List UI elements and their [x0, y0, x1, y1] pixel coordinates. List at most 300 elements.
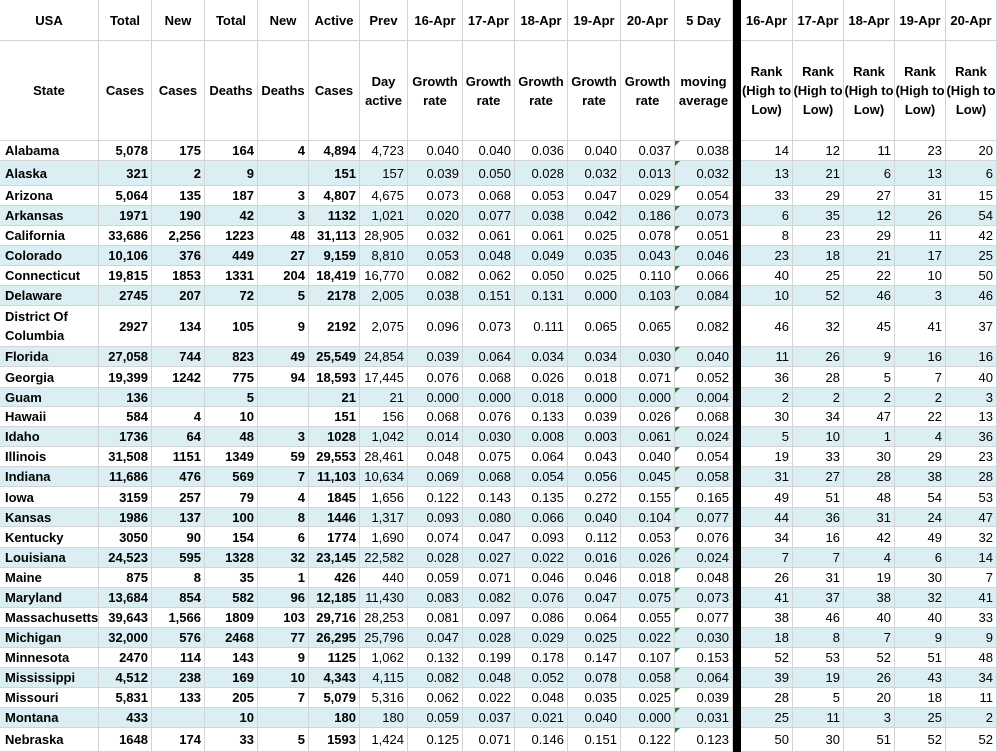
data-cell-col-8[interactable]: 0.048 [463, 668, 515, 688]
data-cell-col-3[interactable]: 100 [205, 508, 258, 527]
data-cell-col-5[interactable]: 1028 [309, 427, 360, 447]
data-cell-col-12[interactable]: 0.038 [675, 141, 733, 161]
data-cell-col-4[interactable]: 49 [258, 347, 309, 367]
data-cell-col-11[interactable]: 0.025 [621, 688, 675, 708]
header-cell-col-5[interactable]: Active [309, 0, 360, 41]
data-cell-col-7[interactable]: 0.062 [408, 688, 463, 708]
data-cell-col-15[interactable]: 4 [844, 548, 895, 568]
data-cell-col-8[interactable]: 0.077 [463, 206, 515, 226]
data-cell-col-4[interactable] [258, 708, 309, 728]
data-cell-col-2[interactable]: 137 [152, 508, 205, 527]
data-cell-col-16[interactable]: 32 [895, 588, 946, 608]
data-cell-col-1[interactable]: 1736 [99, 427, 152, 447]
data-cell-col-7[interactable]: 0.132 [408, 648, 463, 668]
data-cell-col-2[interactable]: 175 [152, 141, 205, 161]
data-cell-col-1[interactable]: 3159 [99, 487, 152, 508]
data-cell-col-17[interactable]: 33 [946, 608, 997, 628]
data-cell-col-13[interactable]: 19 [741, 447, 793, 467]
data-cell-col-8[interactable]: 0.068 [463, 367, 515, 388]
data-cell-col-9[interactable]: 0.034 [515, 347, 568, 367]
data-cell-col-13[interactable]: 41 [741, 588, 793, 608]
state-name-cell[interactable]: Maine [0, 568, 99, 588]
data-cell-col-17[interactable]: 42 [946, 226, 997, 246]
data-cell-col-8[interactable]: 0.076 [463, 407, 515, 427]
data-cell-col-15[interactable]: 2 [844, 388, 895, 407]
data-cell-col-2[interactable]: 8 [152, 568, 205, 588]
state-name-cell[interactable]: Illinois [0, 447, 99, 467]
data-cell-col-17[interactable]: 50 [946, 266, 997, 286]
data-cell-col-5[interactable]: 11,103 [309, 467, 360, 487]
data-cell-col-13[interactable]: 11 [741, 347, 793, 367]
data-cell-col-13[interactable]: 2 [741, 388, 793, 407]
data-cell-col-15[interactable]: 6 [844, 161, 895, 186]
data-cell-col-9[interactable]: 0.052 [515, 668, 568, 688]
data-cell-col-9[interactable]: 0.050 [515, 266, 568, 286]
data-cell-col-13[interactable]: 6 [741, 206, 793, 226]
header-cell-col-10[interactable]: 19-Apr [568, 0, 621, 41]
data-cell-col-4[interactable]: 59 [258, 447, 309, 467]
data-cell-col-12[interactable]: 0.123 [675, 728, 733, 752]
data-cell-col-5[interactable]: 29,716 [309, 608, 360, 628]
data-cell-col-17[interactable]: 47 [946, 508, 997, 527]
data-cell-col-15[interactable]: 30 [844, 447, 895, 467]
data-cell-col-14[interactable]: 10 [793, 427, 844, 447]
data-cell-col-16[interactable]: 3 [895, 286, 946, 306]
header-cell-col-1[interactable]: Total [99, 0, 152, 41]
data-cell-col-11[interactable]: 0.000 [621, 388, 675, 407]
data-cell-col-8[interactable]: 0.030 [463, 427, 515, 447]
data-cell-col-12[interactable]: 0.039 [675, 688, 733, 708]
data-cell-col-16[interactable]: 38 [895, 467, 946, 487]
data-cell-col-1[interactable]: 39,643 [99, 608, 152, 628]
data-cell-col-8[interactable]: 0.048 [463, 246, 515, 266]
data-cell-col-6[interactable]: 1,062 [360, 648, 408, 668]
data-cell-col-14[interactable]: 34 [793, 407, 844, 427]
data-cell-col-7[interactable]: 0.125 [408, 728, 463, 752]
data-cell-col-2[interactable]: 4 [152, 407, 205, 427]
data-cell-col-3[interactable]: 72 [205, 286, 258, 306]
data-cell-col-15[interactable]: 9 [844, 347, 895, 367]
data-cell-col-2[interactable]: 190 [152, 206, 205, 226]
data-cell-col-3[interactable]: 582 [205, 588, 258, 608]
data-cell-col-11[interactable]: 0.155 [621, 487, 675, 508]
data-cell-col-11[interactable]: 0.022 [621, 628, 675, 648]
state-name-cell[interactable]: Nebraska [0, 728, 99, 752]
header-label-cell-col-9[interactable]: Growth rate [515, 41, 568, 141]
data-cell-col-12[interactable]: 0.073 [675, 588, 733, 608]
data-cell-col-12[interactable]: 0.032 [675, 161, 733, 186]
data-cell-col-2[interactable] [152, 388, 205, 407]
data-cell-col-6[interactable]: 4,115 [360, 668, 408, 688]
data-cell-col-4[interactable]: 27 [258, 246, 309, 266]
header-cell-col-3[interactable]: Total [205, 0, 258, 41]
data-cell-col-5[interactable]: 9,159 [309, 246, 360, 266]
data-cell-col-14[interactable]: 23 [793, 226, 844, 246]
data-cell-col-3[interactable]: 1223 [205, 226, 258, 246]
data-cell-col-6[interactable]: 2,005 [360, 286, 408, 306]
data-cell-col-14[interactable]: 31 [793, 568, 844, 588]
data-cell-col-13[interactable]: 36 [741, 367, 793, 388]
data-cell-col-1[interactable]: 33,686 [99, 226, 152, 246]
data-cell-col-5[interactable]: 1845 [309, 487, 360, 508]
data-cell-col-7[interactable]: 0.076 [408, 367, 463, 388]
data-cell-col-9[interactable]: 0.046 [515, 568, 568, 588]
data-cell-col-11[interactable]: 0.186 [621, 206, 675, 226]
data-cell-col-3[interactable]: 79 [205, 487, 258, 508]
data-cell-col-1[interactable]: 32,000 [99, 628, 152, 648]
data-cell-col-11[interactable]: 0.037 [621, 141, 675, 161]
data-cell-col-11[interactable]: 0.045 [621, 467, 675, 487]
data-cell-col-8[interactable]: 0.062 [463, 266, 515, 286]
data-cell-col-4[interactable]: 204 [258, 266, 309, 286]
data-cell-col-8[interactable]: 0.073 [463, 306, 515, 347]
data-cell-col-4[interactable]: 7 [258, 467, 309, 487]
header-label-cell-col-7[interactable]: Growth rate [408, 41, 463, 141]
data-cell-col-3[interactable]: 1809 [205, 608, 258, 628]
data-cell-col-4[interactable]: 10 [258, 668, 309, 688]
data-cell-col-13[interactable]: 40 [741, 266, 793, 286]
data-cell-col-1[interactable]: 5,078 [99, 141, 152, 161]
data-cell-col-4[interactable]: 9 [258, 648, 309, 668]
data-cell-col-3[interactable]: 5 [205, 388, 258, 407]
header-label-cell-col-3[interactable]: Deaths [205, 41, 258, 141]
data-cell-col-1[interactable]: 27,058 [99, 347, 152, 367]
data-cell-col-3[interactable]: 169 [205, 668, 258, 688]
data-cell-col-7[interactable]: 0.039 [408, 347, 463, 367]
data-cell-col-8[interactable]: 0.040 [463, 141, 515, 161]
data-cell-col-2[interactable]: 476 [152, 467, 205, 487]
data-cell-col-12[interactable]: 0.030 [675, 628, 733, 648]
data-cell-col-1[interactable]: 321 [99, 161, 152, 186]
data-cell-col-7[interactable]: 0.014 [408, 427, 463, 447]
data-cell-col-3[interactable]: 48 [205, 427, 258, 447]
state-name-cell[interactable]: Hawaii [0, 407, 99, 427]
data-cell-col-3[interactable]: 823 [205, 347, 258, 367]
data-cell-col-3[interactable]: 187 [205, 186, 258, 206]
data-cell-col-13[interactable]: 18 [741, 628, 793, 648]
data-cell-col-11[interactable]: 0.065 [621, 306, 675, 347]
data-cell-col-8[interactable]: 0.068 [463, 186, 515, 206]
data-cell-col-1[interactable]: 1986 [99, 508, 152, 527]
data-cell-col-16[interactable]: 22 [895, 407, 946, 427]
data-cell-col-10[interactable]: 0.042 [568, 206, 621, 226]
data-cell-col-17[interactable]: 40 [946, 367, 997, 388]
data-cell-col-3[interactable]: 1349 [205, 447, 258, 467]
data-cell-col-9[interactable]: 0.036 [515, 141, 568, 161]
data-cell-col-11[interactable]: 0.030 [621, 347, 675, 367]
data-cell-col-1[interactable]: 584 [99, 407, 152, 427]
data-cell-col-4[interactable]: 3 [258, 186, 309, 206]
data-cell-col-7[interactable]: 0.122 [408, 487, 463, 508]
data-cell-col-12[interactable]: 0.076 [675, 527, 733, 548]
data-cell-col-15[interactable]: 42 [844, 527, 895, 548]
header-cell-col-0[interactable]: USA [0, 0, 99, 41]
data-cell-col-4[interactable]: 5 [258, 286, 309, 306]
data-cell-col-14[interactable]: 29 [793, 186, 844, 206]
data-cell-col-10[interactable]: 0.035 [568, 246, 621, 266]
data-cell-col-12[interactable]: 0.082 [675, 306, 733, 347]
data-cell-col-5[interactable]: 18,593 [309, 367, 360, 388]
data-cell-col-3[interactable]: 2468 [205, 628, 258, 648]
data-cell-col-17[interactable]: 14 [946, 548, 997, 568]
data-cell-col-1[interactable]: 13,684 [99, 588, 152, 608]
data-cell-col-13[interactable]: 14 [741, 141, 793, 161]
data-cell-col-6[interactable]: 25,796 [360, 628, 408, 648]
data-cell-col-16[interactable]: 9 [895, 628, 946, 648]
data-cell-col-6[interactable]: 24,854 [360, 347, 408, 367]
data-cell-col-1[interactable]: 433 [99, 708, 152, 728]
data-cell-col-6[interactable]: 1,042 [360, 427, 408, 447]
data-cell-col-14[interactable]: 12 [793, 141, 844, 161]
data-cell-col-12[interactable]: 0.004 [675, 388, 733, 407]
header-label-cell-col-13[interactable]: Rank (High to Low) [741, 41, 793, 141]
data-cell-col-17[interactable]: 6 [946, 161, 997, 186]
data-cell-col-2[interactable] [152, 708, 205, 728]
header-cell-col-11[interactable]: 20-Apr [621, 0, 675, 41]
data-cell-col-14[interactable]: 11 [793, 708, 844, 728]
data-cell-col-6[interactable]: 1,656 [360, 487, 408, 508]
data-cell-col-4[interactable]: 6 [258, 527, 309, 548]
data-cell-col-13[interactable]: 10 [741, 286, 793, 306]
data-cell-col-17[interactable]: 16 [946, 347, 997, 367]
header-cell-col-6[interactable]: Prev [360, 0, 408, 41]
data-cell-col-7[interactable]: 0.069 [408, 467, 463, 487]
data-cell-col-2[interactable]: 133 [152, 688, 205, 708]
data-cell-col-7[interactable]: 0.073 [408, 186, 463, 206]
data-cell-col-5[interactable]: 4,894 [309, 141, 360, 161]
data-cell-col-11[interactable]: 0.122 [621, 728, 675, 752]
data-cell-col-3[interactable]: 143 [205, 648, 258, 668]
header-label-cell-col-10[interactable]: Growth rate [568, 41, 621, 141]
data-cell-col-13[interactable]: 38 [741, 608, 793, 628]
data-cell-col-9[interactable]: 0.008 [515, 427, 568, 447]
data-cell-col-16[interactable]: 17 [895, 246, 946, 266]
data-cell-col-8[interactable]: 0.050 [463, 161, 515, 186]
data-cell-col-13[interactable]: 5 [741, 427, 793, 447]
data-cell-col-11[interactable]: 0.013 [621, 161, 675, 186]
data-cell-col-5[interactable]: 180 [309, 708, 360, 728]
data-cell-col-14[interactable]: 36 [793, 508, 844, 527]
data-cell-col-10[interactable]: 0.003 [568, 427, 621, 447]
data-cell-col-3[interactable]: 10 [205, 407, 258, 427]
data-cell-col-2[interactable]: 2 [152, 161, 205, 186]
data-cell-col-7[interactable]: 0.053 [408, 246, 463, 266]
data-cell-col-7[interactable]: 0.028 [408, 548, 463, 568]
data-cell-col-1[interactable]: 31,508 [99, 447, 152, 467]
data-cell-col-13[interactable]: 30 [741, 407, 793, 427]
data-cell-col-8[interactable]: 0.000 [463, 388, 515, 407]
data-cell-col-2[interactable]: 854 [152, 588, 205, 608]
data-cell-col-16[interactable]: 13 [895, 161, 946, 186]
data-cell-col-8[interactable]: 0.037 [463, 708, 515, 728]
data-cell-col-2[interactable]: 1853 [152, 266, 205, 286]
data-cell-col-7[interactable]: 0.000 [408, 388, 463, 407]
data-cell-col-9[interactable]: 0.049 [515, 246, 568, 266]
data-cell-col-9[interactable]: 0.026 [515, 367, 568, 388]
data-cell-col-16[interactable]: 30 [895, 568, 946, 588]
data-cell-col-4[interactable]: 77 [258, 628, 309, 648]
data-cell-col-6[interactable]: 16,770 [360, 266, 408, 286]
header-label-cell-col-15[interactable]: Rank (High to Low) [844, 41, 895, 141]
header-cell-col-2[interactable]: New [152, 0, 205, 41]
data-cell-col-7[interactable]: 0.032 [408, 226, 463, 246]
data-cell-col-7[interactable]: 0.039 [408, 161, 463, 186]
header-cell-col-12[interactable]: 5 Day [675, 0, 733, 41]
data-cell-col-16[interactable]: 54 [895, 487, 946, 508]
data-cell-col-16[interactable]: 52 [895, 728, 946, 752]
data-cell-col-9[interactable]: 0.111 [515, 306, 568, 347]
data-cell-col-5[interactable]: 1774 [309, 527, 360, 548]
data-cell-col-1[interactable]: 2470 [99, 648, 152, 668]
data-cell-col-9[interactable]: 0.048 [515, 688, 568, 708]
data-cell-col-6[interactable]: 1,021 [360, 206, 408, 226]
data-cell-col-2[interactable]: 1242 [152, 367, 205, 388]
header-label-cell-col-4[interactable]: Deaths [258, 41, 309, 141]
data-cell-col-4[interactable]: 3 [258, 206, 309, 226]
data-cell-col-7[interactable]: 0.081 [408, 608, 463, 628]
data-cell-col-9[interactable]: 0.066 [515, 508, 568, 527]
data-cell-col-4[interactable]: 7 [258, 688, 309, 708]
header-cell-col-4[interactable]: New [258, 0, 309, 41]
data-cell-col-14[interactable]: 35 [793, 206, 844, 226]
data-cell-col-6[interactable]: 28,905 [360, 226, 408, 246]
data-cell-col-16[interactable]: 6 [895, 548, 946, 568]
data-cell-col-6[interactable]: 440 [360, 568, 408, 588]
data-cell-col-16[interactable]: 4 [895, 427, 946, 447]
state-name-cell[interactable]: District Of Columbia [0, 306, 99, 347]
data-cell-col-5[interactable]: 1593 [309, 728, 360, 752]
data-cell-col-3[interactable]: 42 [205, 206, 258, 226]
data-cell-col-9[interactable]: 0.029 [515, 628, 568, 648]
data-cell-col-10[interactable]: 0.016 [568, 548, 621, 568]
data-cell-col-11[interactable]: 0.018 [621, 568, 675, 588]
header-label-cell-col-11[interactable]: Growth rate [621, 41, 675, 141]
data-cell-col-17[interactable]: 20 [946, 141, 997, 161]
data-cell-col-15[interactable]: 19 [844, 568, 895, 588]
data-cell-col-11[interactable]: 0.107 [621, 648, 675, 668]
data-cell-col-8[interactable]: 0.047 [463, 527, 515, 548]
data-cell-col-14[interactable]: 37 [793, 588, 844, 608]
data-cell-col-10[interactable]: 0.047 [568, 588, 621, 608]
data-cell-col-12[interactable]: 0.084 [675, 286, 733, 306]
data-cell-col-12[interactable]: 0.046 [675, 246, 733, 266]
header-cell-col-16[interactable]: 19-Apr [895, 0, 946, 41]
data-cell-col-6[interactable]: 157 [360, 161, 408, 186]
data-cell-col-9[interactable]: 0.053 [515, 186, 568, 206]
data-cell-col-6[interactable]: 17,445 [360, 367, 408, 388]
data-cell-col-1[interactable]: 5,064 [99, 186, 152, 206]
data-cell-col-10[interactable]: 0.032 [568, 161, 621, 186]
data-cell-col-9[interactable]: 0.022 [515, 548, 568, 568]
data-cell-col-9[interactable]: 0.131 [515, 286, 568, 306]
state-name-cell[interactable]: Michigan [0, 628, 99, 648]
data-cell-col-6[interactable]: 4,723 [360, 141, 408, 161]
data-cell-col-4[interactable]: 5 [258, 728, 309, 752]
state-name-cell[interactable]: Missouri [0, 688, 99, 708]
data-cell-col-6[interactable]: 22,582 [360, 548, 408, 568]
data-cell-col-7[interactable]: 0.074 [408, 527, 463, 548]
data-cell-col-10[interactable]: 0.056 [568, 467, 621, 487]
data-cell-col-1[interactable]: 10,106 [99, 246, 152, 266]
data-cell-col-10[interactable]: 0.040 [568, 141, 621, 161]
state-name-cell[interactable]: Arizona [0, 186, 99, 206]
data-cell-col-16[interactable]: 49 [895, 527, 946, 548]
data-cell-col-12[interactable]: 0.165 [675, 487, 733, 508]
data-cell-col-2[interactable]: 174 [152, 728, 205, 752]
data-cell-col-17[interactable]: 36 [946, 427, 997, 447]
data-cell-col-14[interactable]: 2 [793, 388, 844, 407]
state-name-cell[interactable]: Connecticut [0, 266, 99, 286]
data-cell-col-3[interactable]: 449 [205, 246, 258, 266]
data-cell-col-2[interactable]: 2,256 [152, 226, 205, 246]
data-cell-col-5[interactable]: 25,549 [309, 347, 360, 367]
data-cell-col-3[interactable]: 1331 [205, 266, 258, 286]
data-cell-col-17[interactable]: 48 [946, 648, 997, 668]
data-cell-col-16[interactable]: 43 [895, 668, 946, 688]
data-cell-col-4[interactable] [258, 388, 309, 407]
data-cell-col-14[interactable]: 27 [793, 467, 844, 487]
data-cell-col-8[interactable]: 0.071 [463, 568, 515, 588]
header-label-cell-col-8[interactable]: Growth rate [463, 41, 515, 141]
data-cell-col-2[interactable]: 135 [152, 186, 205, 206]
data-cell-col-10[interactable]: 0.040 [568, 708, 621, 728]
data-cell-col-13[interactable]: 7 [741, 548, 793, 568]
data-cell-col-5[interactable]: 31,113 [309, 226, 360, 246]
data-cell-col-5[interactable]: 2192 [309, 306, 360, 347]
data-cell-col-15[interactable]: 38 [844, 588, 895, 608]
data-cell-col-17[interactable]: 53 [946, 487, 997, 508]
data-cell-col-11[interactable]: 0.026 [621, 548, 675, 568]
data-cell-col-17[interactable]: 15 [946, 186, 997, 206]
data-cell-col-11[interactable]: 0.055 [621, 608, 675, 628]
data-cell-col-16[interactable]: 29 [895, 447, 946, 467]
state-name-cell[interactable]: Guam [0, 388, 99, 407]
header-label-cell-col-1[interactable]: Cases [99, 41, 152, 141]
data-cell-col-4[interactable]: 1 [258, 568, 309, 588]
data-cell-col-6[interactable]: 2,075 [360, 306, 408, 347]
data-cell-col-4[interactable]: 32 [258, 548, 309, 568]
data-cell-col-14[interactable]: 7 [793, 548, 844, 568]
data-cell-col-7[interactable]: 0.093 [408, 508, 463, 527]
data-cell-col-13[interactable]: 50 [741, 728, 793, 752]
data-cell-col-14[interactable]: 18 [793, 246, 844, 266]
state-name-cell[interactable]: Delaware [0, 286, 99, 306]
data-cell-col-4[interactable]: 8 [258, 508, 309, 527]
data-cell-col-2[interactable]: 238 [152, 668, 205, 688]
data-cell-col-5[interactable]: 18,419 [309, 266, 360, 286]
data-cell-col-8[interactable]: 0.028 [463, 628, 515, 648]
data-cell-col-9[interactable]: 0.018 [515, 388, 568, 407]
data-cell-col-13[interactable]: 46 [741, 306, 793, 347]
data-cell-col-15[interactable]: 48 [844, 487, 895, 508]
state-name-cell[interactable]: Maryland [0, 588, 99, 608]
data-cell-col-3[interactable]: 164 [205, 141, 258, 161]
data-cell-col-4[interactable]: 96 [258, 588, 309, 608]
data-cell-col-6[interactable]: 1,690 [360, 527, 408, 548]
data-cell-col-9[interactable]: 0.133 [515, 407, 568, 427]
data-cell-col-1[interactable]: 19,815 [99, 266, 152, 286]
data-cell-col-10[interactable]: 0.078 [568, 668, 621, 688]
data-cell-col-17[interactable]: 13 [946, 407, 997, 427]
state-name-cell[interactable]: Louisiana [0, 548, 99, 568]
state-name-cell[interactable]: Kansas [0, 508, 99, 527]
data-cell-col-8[interactable]: 0.143 [463, 487, 515, 508]
data-cell-col-4[interactable]: 4 [258, 487, 309, 508]
state-name-cell[interactable]: Alaska [0, 161, 99, 186]
header-label-cell-col-14[interactable]: Rank (High to Low) [793, 41, 844, 141]
data-cell-col-3[interactable]: 1328 [205, 548, 258, 568]
data-cell-col-12[interactable]: 0.064 [675, 668, 733, 688]
